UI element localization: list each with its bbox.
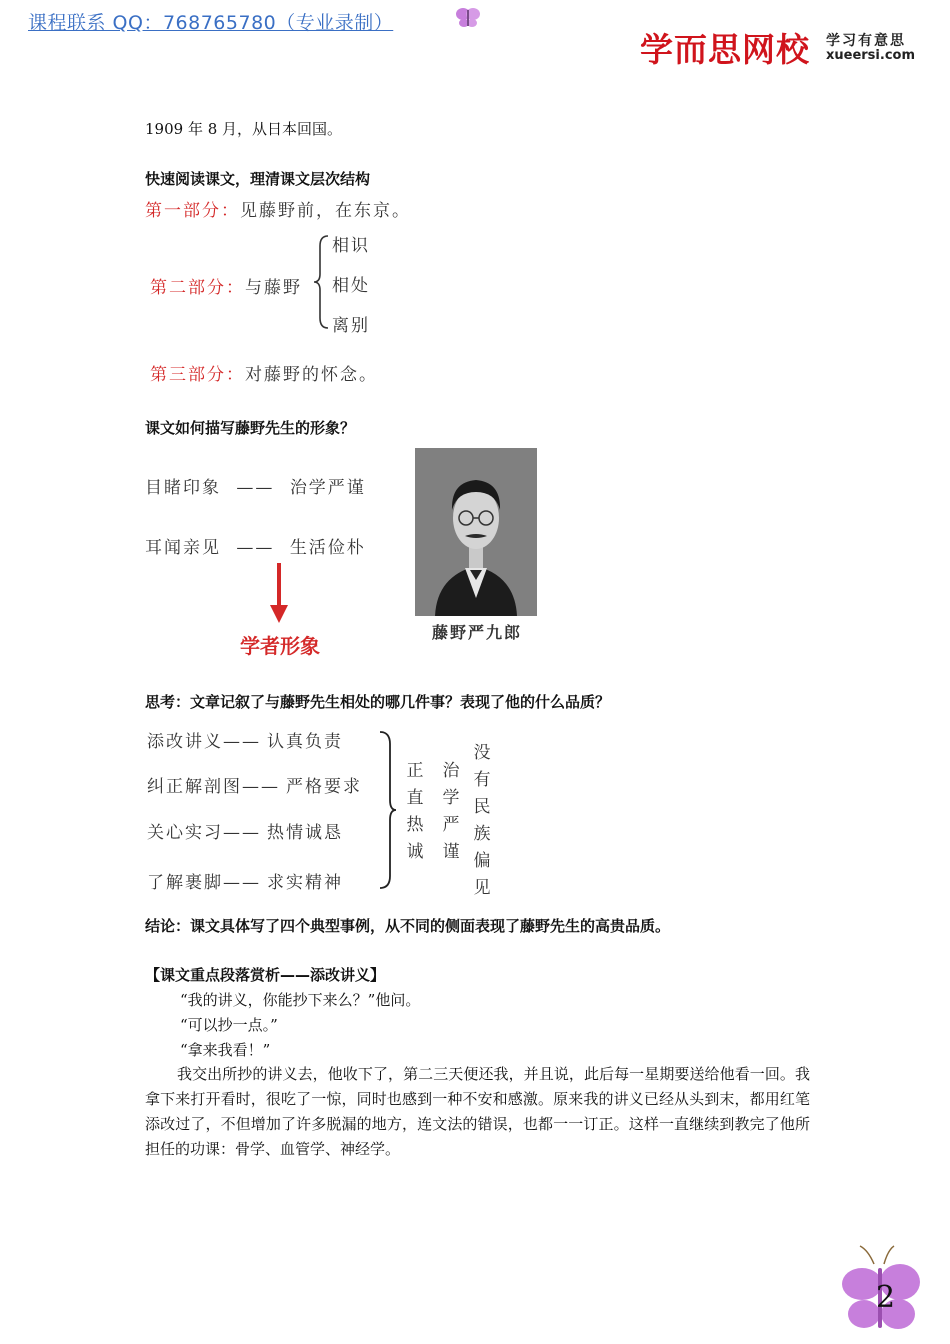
event-quality: 热情诚恳 <box>267 823 343 843</box>
brace-icon <box>312 234 332 330</box>
event-row <box>147 818 343 843</box>
row1-left: 目睹印象 <box>145 478 221 498</box>
structure-heading: 快速阅读课文，理清课文层次结构 <box>145 170 371 188</box>
event-row <box>147 772 362 797</box>
think-heading: 思考：文章记叙了与藤野先生相处的哪几件事？表现了他的什么品质？ <box>145 693 611 711</box>
image-heading: 课文如何描写藤野先生的形象？ <box>145 419 356 437</box>
photo-caption: 藤野严九郎 <box>432 623 523 642</box>
image-row-1 <box>145 473 366 498</box>
analysis-paragraph: 我交出所抄的讲义去，他收下了，第二三天便还我，并且说，此后每一星期要送给他看一回。我拿下来打开看时，很吃了一惊，同时也感到一种不安和感激。原来我的讲义已经从头到末，都用红笔添改过了，不但增加了许多脱漏的地方，连文法的错误，也都一一订正。这样一直继续到教完了他所担任的功课：骨学、血管学、神经学。 <box>145 1065 810 1158</box>
part3-label: 第三部分： <box>150 365 245 385</box>
image-row-2 <box>145 533 366 558</box>
row1-right: 治学严谨 <box>289 478 366 498</box>
part1-text: 见藤野前，在东京。 <box>240 201 411 221</box>
event-text: 添改讲义—— <box>147 732 261 752</box>
part2-label: 第二部分： <box>150 278 245 298</box>
row2-dash: —— <box>236 538 275 558</box>
scholar-image-label: 学者形象 <box>240 634 320 658</box>
down-arrow-icon <box>268 563 290 625</box>
butterfly-icon <box>452 2 484 34</box>
dialogue-line: “我的讲义，你能抄下来么？”他问。 <box>180 991 421 1009</box>
part2-item: 离别 <box>332 316 370 336</box>
row2-right: 生活俭朴 <box>289 538 366 558</box>
event-row <box>147 868 343 893</box>
part2-text: 与藤野 <box>245 278 302 298</box>
think-conclusion: 结论：课文具体写了四个典型事例，从不同的侧面表现了藤野先生的高贵品质。 <box>145 917 671 935</box>
event-text: 了解裹脚—— <box>147 873 261 893</box>
quality-column-2: 治学严谨 <box>442 761 460 862</box>
part3-text: 对藤野的怀念。 <box>245 365 378 385</box>
dialogue-line: “可以抄一点。” <box>180 1016 278 1034</box>
logo-url: xueersi.com <box>826 48 916 63</box>
part2-item: 相识 <box>332 236 370 256</box>
logo-title: 学而思网校 <box>640 30 810 69</box>
part2-item: 相处 <box>332 276 370 296</box>
quality-column-1: 正直热诚 <box>406 761 424 862</box>
logo-tagline: 学习有意思 <box>826 33 906 49</box>
part1-label: 第一部分： <box>145 201 240 221</box>
part1 <box>145 196 411 221</box>
row2-left: 耳闻亲见 <box>145 538 221 558</box>
analysis-heading: 【课文重点段落赏析——添改讲义】 <box>145 966 386 984</box>
part2 <box>150 273 302 298</box>
event-quality: 求实精神 <box>267 873 343 893</box>
contact-link[interactable]: 课程联系 QQ：768765780（专业录制） <box>28 12 394 34</box>
portrait-image <box>415 448 537 616</box>
page-number: 2 <box>876 1280 896 1315</box>
event-quality: 认真负责 <box>267 732 343 752</box>
dialogue-line: “拿来我看！” <box>180 1041 271 1059</box>
part3 <box>150 360 378 385</box>
row1-dash: —— <box>236 478 275 498</box>
brace-icon <box>376 730 398 890</box>
quality-column-3: 没有民族偏见 <box>473 743 491 898</box>
event-row <box>147 727 343 752</box>
event-text: 关心实习—— <box>147 823 261 843</box>
event-quality: 严格要求 <box>286 777 362 797</box>
portrait-photo <box>415 448 537 616</box>
intro-line: 1909 年 8 月，从日本回国。 <box>145 120 343 138</box>
event-text: 纠正解剖图—— <box>147 777 280 797</box>
